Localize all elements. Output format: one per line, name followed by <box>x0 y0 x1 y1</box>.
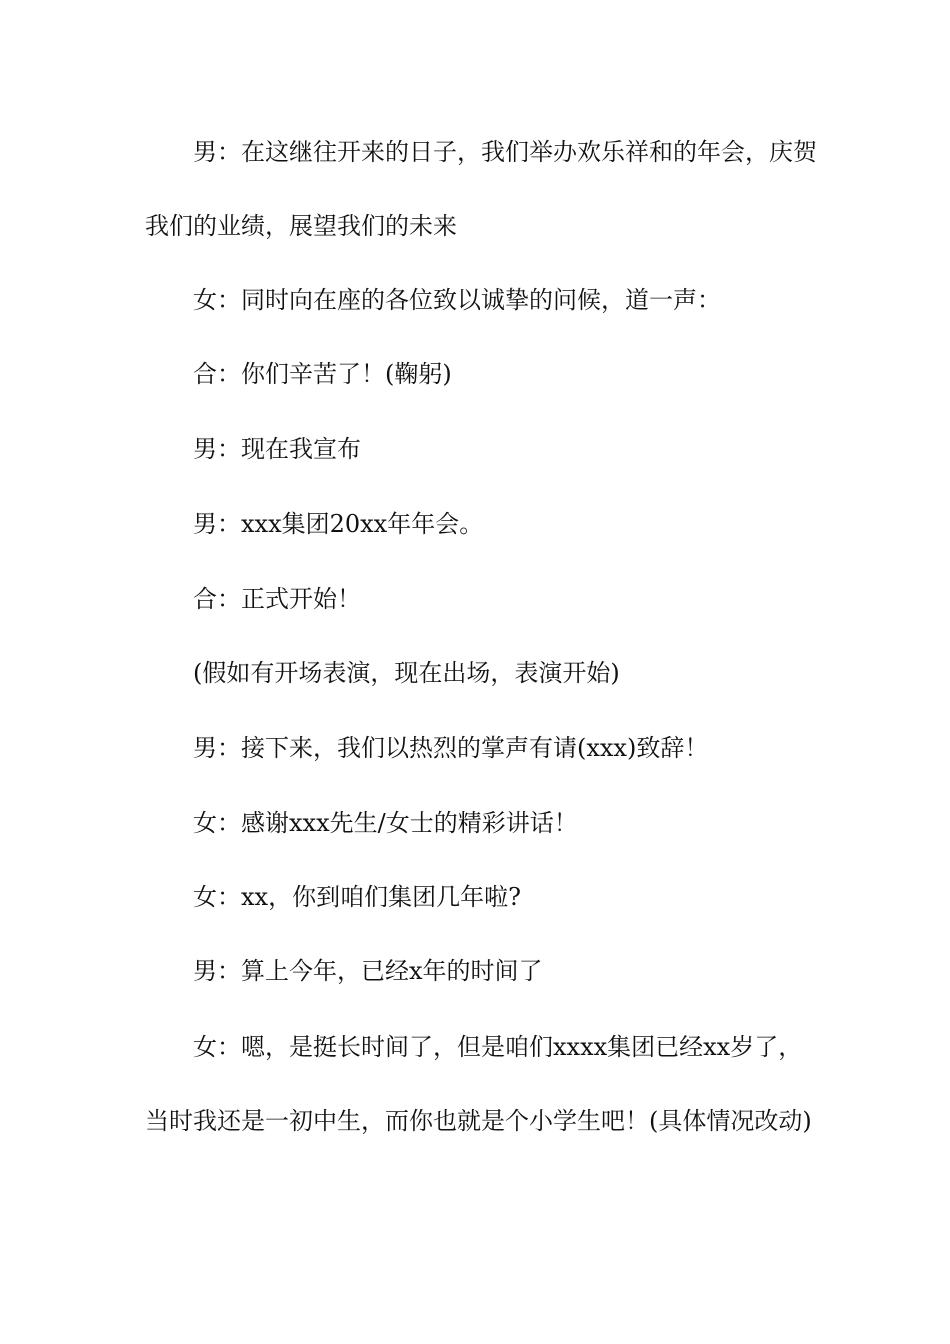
paragraph-4: 男：现在我宣布 <box>193 435 361 463</box>
paragraph-9: 女：感谢xxx先生/女士的精彩讲话！ <box>193 809 578 837</box>
paragraph-7: (假如有开场表演，现在出场，表演开始) <box>193 659 620 687</box>
paragraph-12: 女：嗯，是挺长时间了，但是咱们xxxx集团已经xx岁了，当时我还是一初中生，而你也就是个小学生吧！(具体情况改动) <box>145 1033 812 1135</box>
paragraph-3: 合：你们辛苦了！(鞠躬) <box>193 360 452 388</box>
paragraph-11: 男：算上今年，已经x年的时间了 <box>193 957 543 985</box>
paragraph-8: 男：接下来，我们以热烈的掌声有请(xxx)致辞！ <box>193 734 709 762</box>
paragraph-10: 女：xx，你到咱们集团几年啦? <box>193 883 521 911</box>
paragraph-6: 合：正式开始！ <box>193 585 361 613</box>
paragraph-1: 男：在这继往开来的日子，我们举办欢乐祥和的年会，庆贺我们的业绩，展望我们的未来 <box>145 138 817 240</box>
paragraph-2: 女：同时向在座的各位致以诚挚的问候，道一声： <box>193 286 721 314</box>
paragraph-5: 男：xxx集团20xx年年会。 <box>193 510 484 538</box>
